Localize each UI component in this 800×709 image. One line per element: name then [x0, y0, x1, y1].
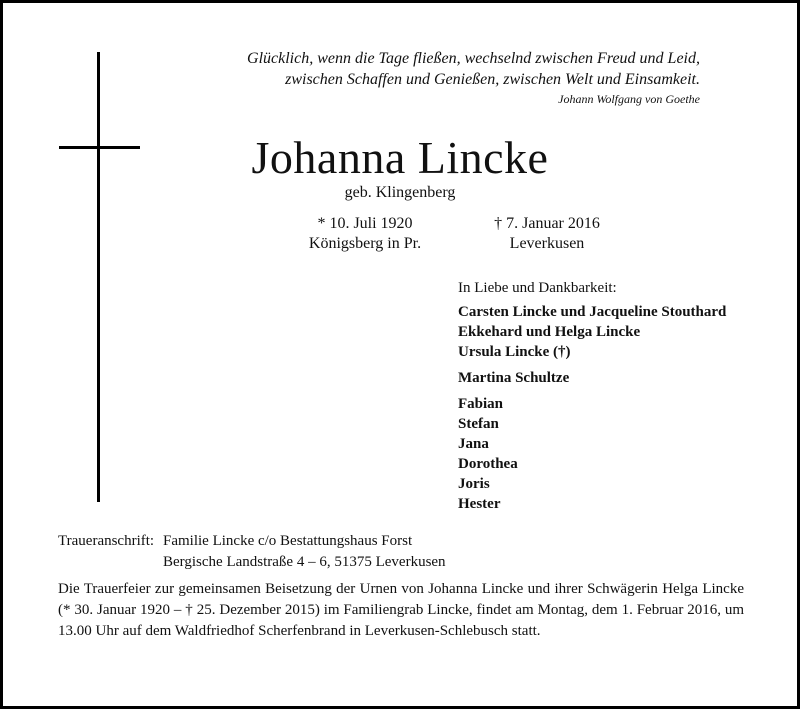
- address-line-2: Bergische Landstraße 4 – 6, 51375 Leverkusen: [163, 554, 446, 570]
- mourner-name: Fabian: [458, 396, 504, 412]
- mourner-name: Dorothea: [458, 456, 518, 472]
- mourner-name: Joris: [458, 476, 490, 492]
- mourner-group: [458, 302, 726, 362]
- mourner-name: Hester: [458, 496, 501, 512]
- cross-icon: [97, 52, 100, 502]
- quote-line-2: zwischen Schaffen und Genießen, zwischen Welt und Einsamkeit.: [285, 71, 700, 88]
- funeral-notice: Die Trauerfeier zur gemeinsamen Beisetzung der Urnen von Johanna Lincke und ihrer Schwägerin Helga Lincke (* 30. Januar 1920 – † 25. Dezember 2015) im Familiengrab Lincke, findet am Montag, dem 1. Februar 2016, um 13.00 Uhr auf dem Waldfriedhof Scherfenbrand in Leverkusen-Schlebusch statt.: [58, 581, 744, 639]
- birth-date: * 10. Juli 1920: [317, 215, 413, 232]
- mourners-list: [458, 278, 726, 514]
- mourner-group: [458, 368, 726, 388]
- mourner-name: Ekkehard und Helga Lincke: [458, 324, 641, 340]
- birth-info: [290, 214, 440, 254]
- birth-name: geb. Klingenberg: [344, 184, 456, 201]
- birth-place: Königsberg in Pr.: [308, 235, 422, 252]
- quote-line-1: Glücklich, wenn die Tage fließen, wechselnd zwischen Freud und Leid,: [247, 50, 700, 67]
- death-date: † 7. Januar 2016: [494, 215, 600, 232]
- mourning-address: [58, 531, 446, 573]
- mourners-intro: In Liebe und Dankbarkeit:: [458, 280, 617, 296]
- address-line-1: Familie Lincke c/o Bestattungshaus Forst: [163, 533, 413, 549]
- mourner-name: Ursula Lincke (†): [458, 344, 571, 360]
- mourner-name: Jana: [458, 436, 489, 452]
- death-info: [472, 214, 622, 254]
- address-label: Traueranschrift:: [58, 533, 155, 549]
- mourner-name: Carsten Lincke und Jacqueline Stouthard: [458, 304, 727, 320]
- quote-author: Johann Wolfgang von Goethe: [558, 92, 700, 106]
- mourner-group: [458, 394, 726, 514]
- death-place: Leverkusen: [509, 235, 585, 252]
- deceased-name: Johanna Lincke: [251, 132, 549, 183]
- mourner-name: Martina Schultze: [458, 370, 570, 386]
- mourner-name: Stefan: [458, 416, 499, 432]
- goethe-quote: [247, 48, 700, 108]
